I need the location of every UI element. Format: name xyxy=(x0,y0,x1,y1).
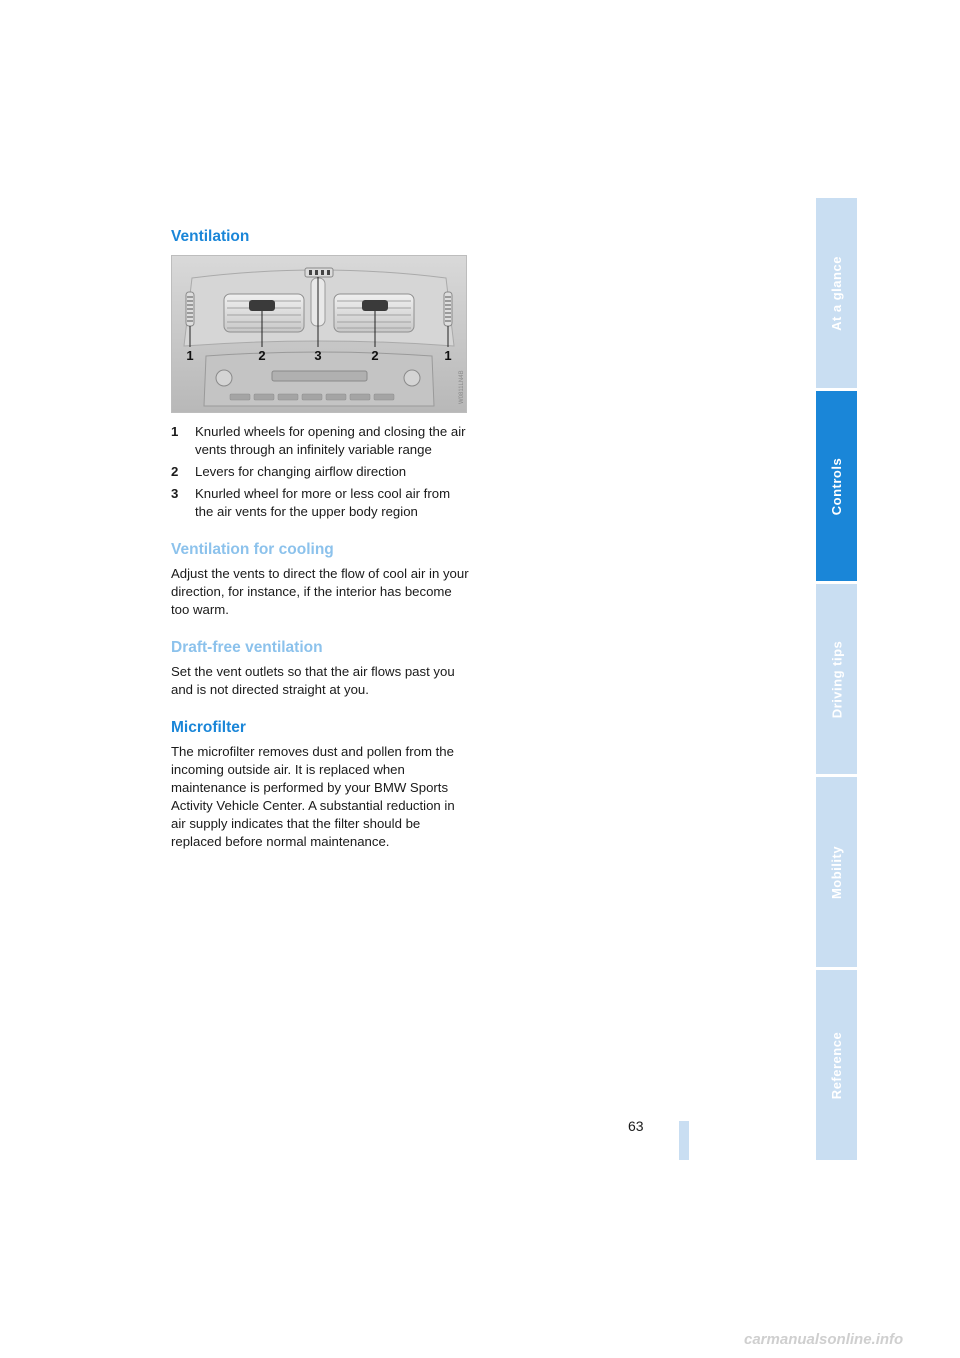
chapter-sidebar xyxy=(816,198,857,1160)
legend-number: 1 xyxy=(171,424,179,439)
microfilter-text: The microfilter removes dust and pollen from the incoming outside air. It is replaced when maintenance is performed by your BMW Sports Activity Vehicle Center. A substantial reduction in air supply indicates that the filter should be replaced before normal maintenance. xyxy=(171,744,455,849)
cooling-text: Adjust the vents to direct the flow of cool air in your direction, for instance, if the interior has become too warm. xyxy=(171,566,469,617)
sidebar-tab-label: Mobility xyxy=(829,845,845,899)
callout-2-right: 2 xyxy=(371,348,379,363)
sidebar-tab-reference[interactable] xyxy=(816,970,857,1160)
callout-1-right: 1 xyxy=(444,348,452,363)
legend-number: 3 xyxy=(171,486,179,501)
cooling-heading: Ventilation for cooling xyxy=(171,541,334,558)
legend-text: Knurled wheel for more or less cool air from the air vents for the upper body region xyxy=(195,486,451,519)
ventilation-heading: Ventilation xyxy=(171,228,250,245)
legend-item xyxy=(171,463,471,481)
legend-text: Levers for changing airflow direction xyxy=(195,464,407,479)
legend-number: 2 xyxy=(171,464,179,479)
sidebar-tab-driving-tips[interactable] xyxy=(816,584,857,774)
figure-legend xyxy=(171,423,471,521)
callout-2-left: 2 xyxy=(258,348,266,363)
sidebar-tab-at-a-glance[interactable] xyxy=(816,198,857,388)
air-vents-figure xyxy=(171,255,467,413)
main-content xyxy=(171,228,471,851)
air-vents-illustration xyxy=(172,256,466,412)
legend-item xyxy=(171,423,471,459)
sidebar-tab-label: Reference xyxy=(829,1031,844,1099)
callout-3: 3 xyxy=(314,348,322,363)
legend-text: Knurled wheels for opening and closing the air vents through an infinitely variable range xyxy=(195,424,466,457)
legend-item xyxy=(171,485,471,521)
page-number: 63 xyxy=(628,1118,644,1134)
draft-free-text: Set the vent outlets so that the air flows past you and is not directed straight at you. xyxy=(171,664,455,697)
sidebar-tab-label: Controls xyxy=(829,457,845,515)
draft-free-heading: Draft-free ventilation xyxy=(171,639,323,656)
sidebar-tab-controls[interactable] xyxy=(816,391,857,581)
callout-1-left: 1 xyxy=(186,348,194,363)
page-number-bar xyxy=(679,1121,689,1160)
microfilter-heading: Microfilter xyxy=(171,719,246,736)
sidebar-tab-label: At a glance xyxy=(829,255,845,331)
watermark: carmanualsonline.info xyxy=(744,1331,904,1348)
figure-code: W0811LN4B xyxy=(459,370,465,404)
sidebar-tab-label: Driving tips xyxy=(829,640,845,718)
sidebar-tab-mobility[interactable] xyxy=(816,777,857,967)
